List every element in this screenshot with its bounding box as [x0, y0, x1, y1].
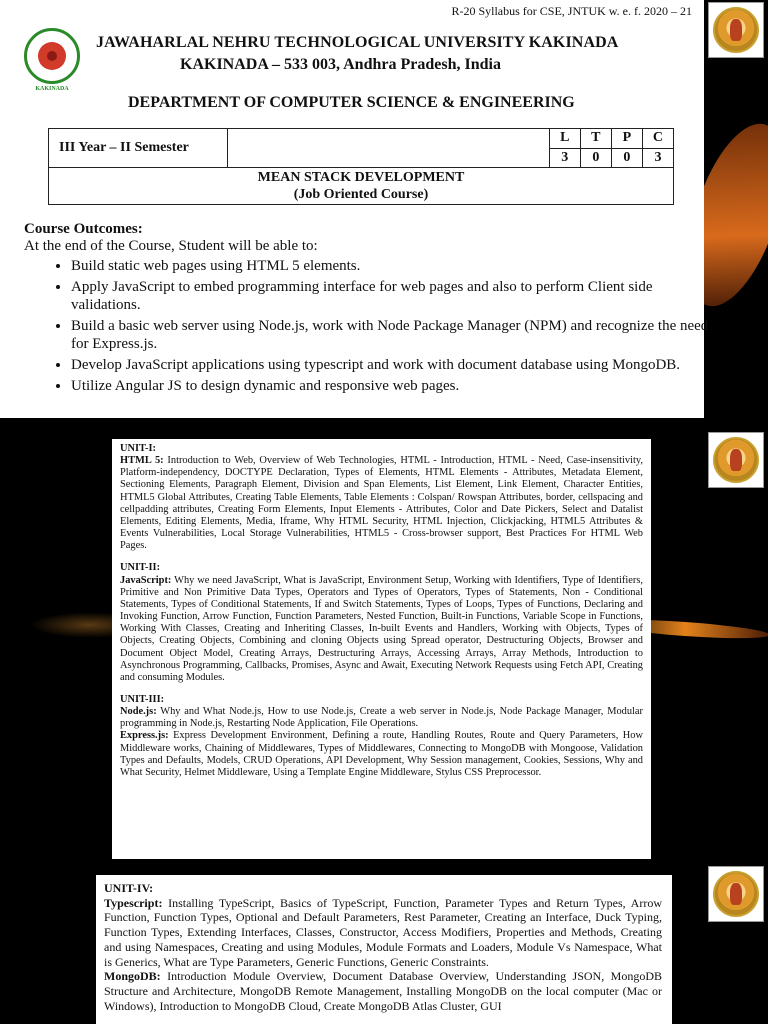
semester-cell: III Year – II Semester	[49, 129, 228, 168]
unit-body	[120, 706, 643, 730]
blank-cell	[228, 129, 550, 168]
college-emblem-icon	[708, 866, 764, 922]
ltpc-header: C	[642, 129, 673, 149]
university-name: JAWAHARLAL NEHRU TECHNOLOGICAL UNIVERSITY KAKINADA	[96, 34, 619, 51]
ltpc-header: T	[580, 129, 611, 149]
outcome-item: • Build static web pages using HTML 5 elements.	[71, 257, 721, 275]
university-logo-icon	[24, 28, 80, 96]
unit-heading: UNIT-I:	[120, 443, 156, 454]
syllabus-tag: R-20 Syllabus for CSE, JNTUK w. e. f. 2020 – 21	[451, 4, 692, 18]
unit-body	[120, 575, 643, 684]
ltpc-value: 3	[549, 148, 580, 168]
unit-text: Why we need JavaScript, What is JavaScript, Environment Setup, Working with Identifiers, Type of Identifiers, Primitive and Non Primitive Data Types, Operators and Types of Operators, Types of Statements, Non - Conditional Statements, Types of Conditional Statements, If and Switch Statements, Types of Loops, Types of Functions, Declaring and Invoking Function, Arrow Function, Function Parameters, Nested Function, Built-in Functions, Variable Scope in Functions, Working With Classes, Creating and Inheriting Classes, In-built Events and Handlers, Working with Objects, Types of Objects, Creating Objects, Combining and cloning Objects using Spread operator, Destructuring Objects, Browser and Document Object Model, Creating Arrays, Destructuring Arrays, Accessing Arrays, Array Methods, Introduction to Asynchronous Programming, Callbacks, Promises, Async and Await, Executing Network Requests using Fetch API, Creating and consuming Modules.	[120, 574, 643, 683]
unit-heading: UNIT-III:	[120, 693, 165, 705]
unit-heading: UNIT-II:	[120, 562, 161, 574]
college-emblem-icon	[708, 432, 764, 488]
outcomes-heading: Course Outcomes:	[24, 221, 143, 237]
unit-4-page	[96, 875, 672, 1024]
unit-text: Introduction to Web, Overview of Web Technologies, HTML - Introduction, HTML - Need, Case-insensitivity, Platform-independency, DOCTYPE Declaration, Types of Elements, HTML Elements - Attributes, Metadata Element, Sectioning Elements, Paragraph Element, Division and Span Elements, List Element, Link Element, Character Entities, HTML5 Global Attributes, Creating Table Elements, Table Elements : Colspan/ Rowspan Attributes, border, cellspacing and cellpadding attributes, Creating Form Elements, Input Elements - Attributes, Color and Date Pickers, Select and Datalist Elements, Editing Elements, Media, Iframe, Why HTML Security, HTML Injection, Clickjacking, HTML5 Attributes & Events Vulnerabilities, Local Storage Vulnerabilities, HTML5 - Cross-browser support, Best Practices For HTML Web Pages.	[120, 455, 643, 552]
unit-keyword: Node.js:	[120, 706, 157, 718]
outcomes-list	[46, 257, 721, 398]
ltpc-header: P	[611, 129, 642, 149]
outcome-item: • Build a basic web server using Node.js, work with Node Package Manager (NPM) and recognize the need for Express.js.	[71, 317, 721, 353]
units-1-3-page	[112, 439, 651, 859]
unit-body	[120, 730, 643, 779]
course-type: (Job Oriented Course)	[293, 187, 429, 202]
ltpc-value: 3	[642, 148, 673, 168]
course-table	[48, 128, 674, 205]
unit-text: Why and What Node.js, How to use Node.js, Create a web server in Node.js, Node Package Manager, Modular programming in Node.js, Restarting Node Application, File Operations.	[120, 706, 643, 730]
unit-keyword: HTML 5:	[120, 455, 164, 467]
outcome-item: • Apply JavaScript to embed programming interface for web pages and also to perform Client side validations.	[71, 278, 721, 314]
unit-body	[120, 455, 643, 552]
outcomes-intro: At the end of the Course, Student will be able to:	[24, 238, 318, 254]
course-title-cell	[49, 168, 674, 205]
unit-heading: UNIT-IV:	[104, 881, 154, 895]
unit-keyword: MongoDB:	[104, 969, 161, 984]
unit-text: Installing TypeScript, Basics of TypeScript, Function, Parameter Types and Return Types, Arrow Function, Function Types, Optional and Default Parameters, Rest Parameter, Creating an Interface, Duck Typing, Function Types, Extending Interfaces, Classes, Constructor, Access Modifiers, Properties and Methods, Creating and using Namespaces, Creating and using Modules, Module Formats and Loaders, Module Vs Namespace, What is Generics, What are Type Parameters, Generic Functions, Generic Constraints.	[104, 895, 662, 969]
ltpc-value: 0	[580, 148, 611, 168]
department-name: DEPARTMENT OF COMPUTER SCIENCE & ENGINEERING	[128, 94, 575, 111]
unit-text: Introduction Module Overview, Document Database Overview, Understanding JSON, MongoDB Structure and Architecture, MongoDB Remote Management, Installing MongoDB on the local computer (Mac or Windows), Introduction to MongoDB Cloud, Create MongoDB Atlas Cluster, GUI	[104, 969, 662, 1013]
unit-keyword: JavaScript:	[120, 574, 172, 586]
college-emblem-icon	[708, 2, 764, 58]
unit-keyword: Typescript:	[104, 895, 163, 910]
outcome-item: • Utilize Angular JS to design dynamic and responsive web pages.	[71, 377, 721, 395]
ltpc-header: L	[549, 129, 580, 149]
unit-body	[104, 896, 662, 970]
university-address: KAKINADA – 533 003, Andhra Pradesh, India	[180, 56, 501, 73]
outcome-item: • Develop JavaScript applications using typescript and work with document database using MongoDB.	[71, 356, 721, 374]
course-name: MEAN STACK DEVELOPMENT	[257, 170, 465, 185]
unit-keyword: Express.js:	[120, 730, 169, 742]
ltpc-value: 0	[611, 148, 642, 168]
logo-caption: KAKINADA	[35, 86, 69, 92]
unit-text: Express Development Environment, Defining a route, Handling Routes, Route and Query Parameters, How Middleware works, Chaining of Middlewares, Types of Middlewares, Connecting to MongoDB with Mongoose, Validation Types and Defaults, Models, CRUD Operations, API Development, Why Session management, Cookies, Sessions, Why and What Security, Helmet Middleware, Using a Template Engine Middleware, Stylus CSS Preprocessor.	[120, 730, 643, 778]
unit-body	[104, 969, 662, 1013]
syllabus-header-page	[0, 0, 709, 418]
